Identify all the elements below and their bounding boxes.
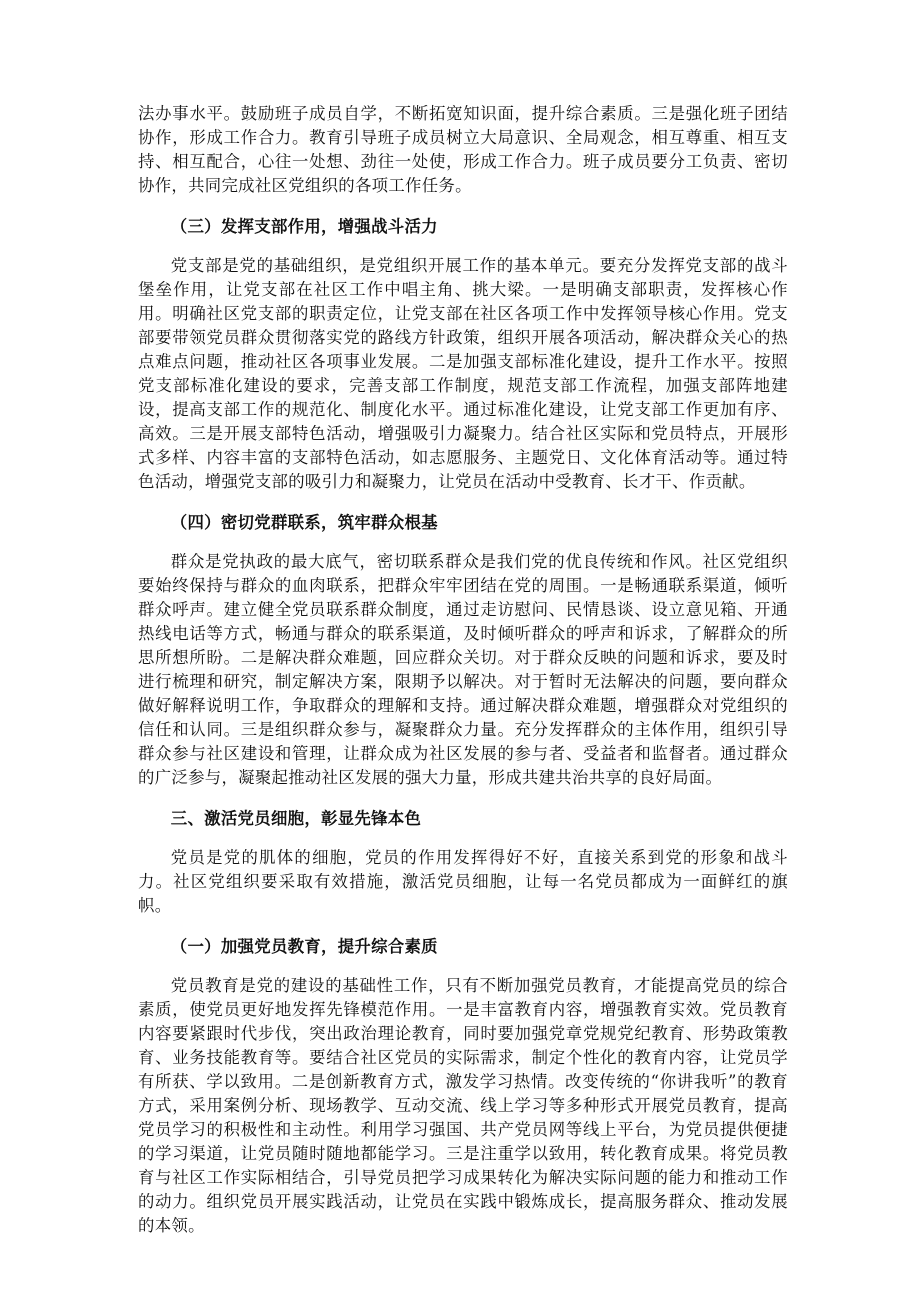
paragraph-mass-ties: 群众是党执政的最大底气，密切联系群众是我们党的优良传统和作风。社区党组织要始终保持与群众的血肉联系，把群众牢牢团结在党的周围。一是畅通联系渠道，倾听群众呼声。建立健全党员联系群众制度，通过走访慰问、民情恳谈、设立意见箱、开通热线电话等方式，畅通与群众的联系渠道，及时倾听群众的呼声和诉求，了解群众的所思所想所盼。二是解决群众难题，回应群众关切。对于群众反映的问题和诉求，要及时进行梳理和研究，制定解决方案，限期予以解决。对于暂时无法解决的问题，要向群众做好解释说明工作，争取群众的理解和支持。通过解决群众难题，增强群众对党组织的信任和认同。三是组织群众参与，凝聚群众力量。充分发挥群众的主体作用，组织引导群众参与社区建设和管理，让群众成为社区发展的参与者、受益者和监督者。通过群众的广泛参与，凝聚起推动社区发展的强大力量，形成共建共治共享的良好局面。	[138, 552, 788, 787]
section-heading-branch-role: （三）发挥支部作用，增强战斗活力	[170, 217, 438, 236]
paragraph-party-members-intro: 党员是党的肌体的细胞，党员的作用发挥得好不好，直接关系到党的形象和战斗力。社区党组织要采取有效措施，激活党员细胞，让每一名党员都成为一面鲜红的旗帜。	[138, 848, 788, 915]
chapter-heading-party-members: 三、激活党员细胞，彰显先锋本色	[170, 809, 422, 828]
paragraph-team-cooperation: 法办事水平。鼓励班子成员自学，不断拓宽知识面，提升综合素质。三是强化班子团结协作，形成工作合力。教育引导班子成员树立大局意识、全局观念，相互尊重、相互支持、相互配合，心往一处想、劲往一处使，形成工作合力。班子成员要分工负责、密切协作，共同完成社区党组织的各项工作任务。	[138, 104, 788, 195]
paragraph-branch-role: 党支部是党的基础组织，是党组织开展工作的基本单元。要充分发挥党支部的战斗堡垒作用，让党支部在社区工作中唱主角、挑大梁。一是明确支部职责，发挥核心作用。明确社区党支部的职责定位，让党支部在社区各项工作中发挥领导核心作用。党支部要带领党员群众贯彻落实党的路线方针政策，组织开展各项活动，解决群众关心的热点难点问题，推动社区各项事业发展。二是加强支部标准化建设，提升工作水平。按照党支部标准化建设的要求，完善支部工作制度，规范支部工作流程，加强支部阵地建设，提高支部工作的规范化、制度化水平。通过标准化建设，让党支部工作更加有序、高效。三是开展支部特色活动，增强吸引力凝聚力。结合社区实际和党员特点，开展形式多样、内容丰富的支部特色活动，如志愿服务、主题党日、文化体育活动等。通过特色活动，增强党支部的吸引力和凝聚力，让党员在活动中受教育、长才干、作贡献。	[138, 256, 788, 491]
paragraph-member-education: 党员教育是党的建设的基础性工作，只有不断加强党员教育，才能提高党员的综合素质，使党员更好地发挥先锋模范作用。一是丰富教育内容，增强教育实效。党员教育内容要紧跟时代步伐，突出政治理论教育，同时要加强党章党规党纪教育、形势政策教育、业务技能教育等。要结合社区党员的实际需求，制定个性化的教育内容，让党员学有所获、学以致用。二是创新教育方式，激发学习热情。改变传统的“你讲我听”的教育方式，采用案例分析、现场教学、互动交流、线上学习等多种形式开展党员教育，提高党员学习的积极性和主动性。利用学习强国、共产党员网等线上平台，为党员提供便捷的学习渠道，让党员随时随地都能学习。三是注重学以致用，转化教育成果。将党员教育与社区工作实际相结合，引导党员把学习成果转化为解决实际问题的能力和推动工作的动力。组织党员开展实践活动，让党员在实践中锻炼成长，提高服务群众、推动发展的本领。	[138, 976, 788, 1235]
section-heading-member-education: （一）加强党员教育，提升综合素质	[170, 937, 438, 956]
section-heading-mass-ties: （四）密切党群联系，筑牢群众根基	[170, 513, 438, 532]
document-page	[138, 102, 788, 1238]
